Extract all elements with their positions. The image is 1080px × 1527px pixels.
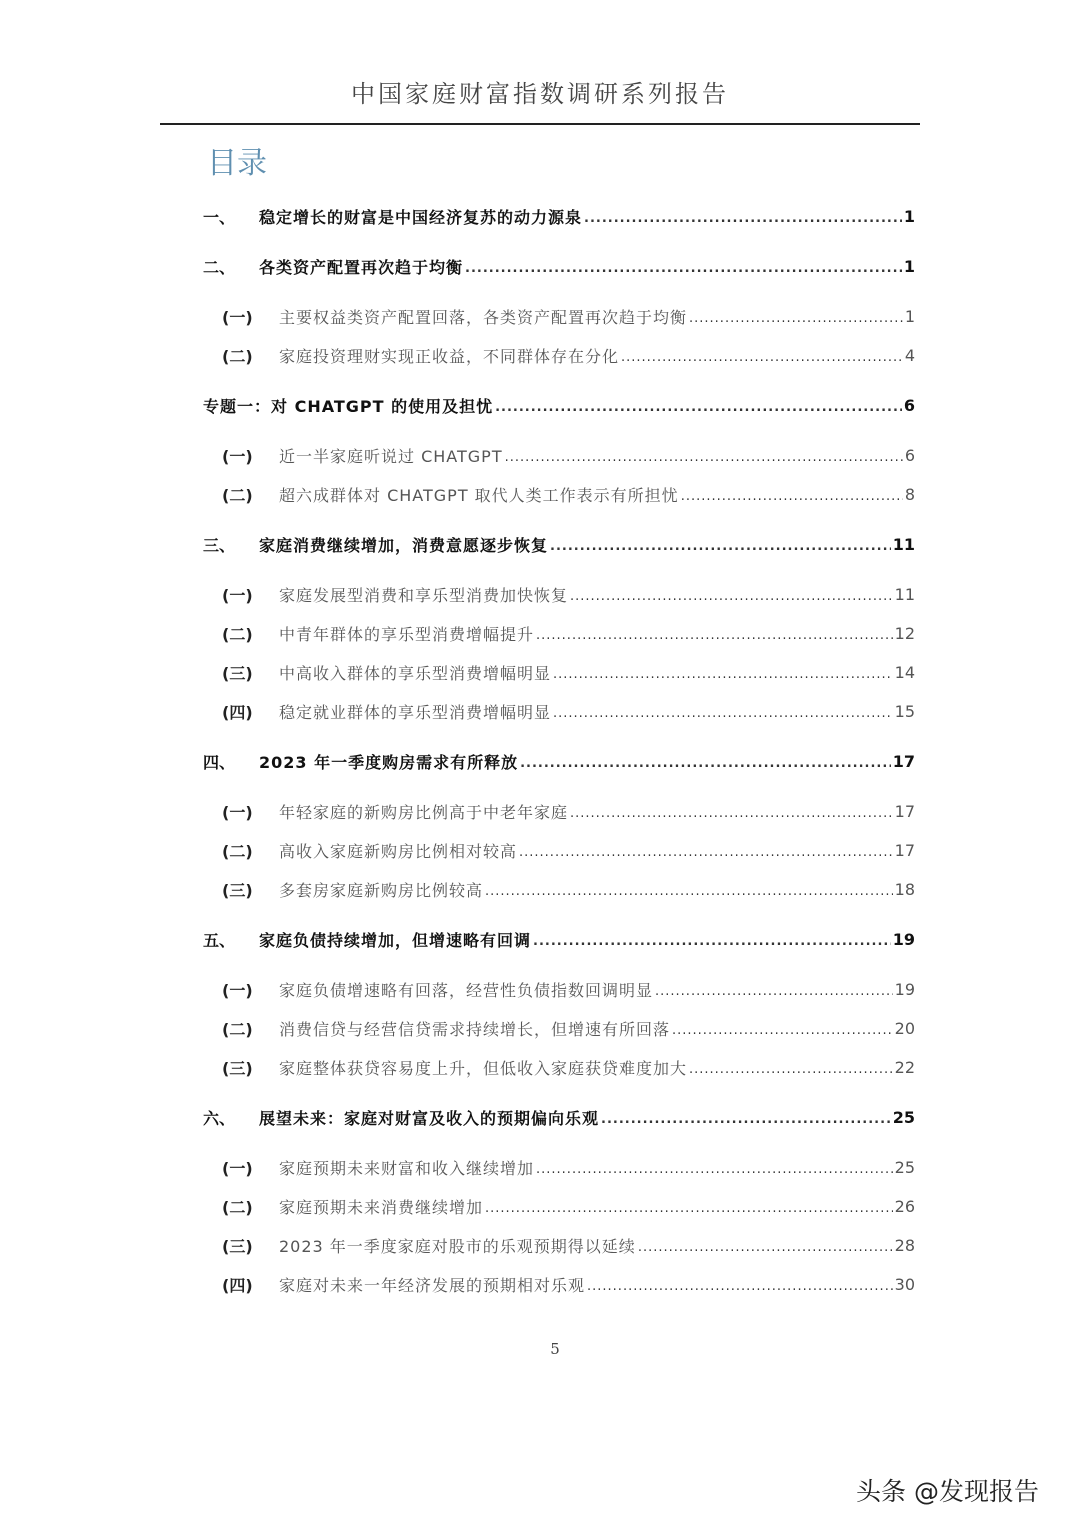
toc-entry-page: 25 [892, 1108, 915, 1127]
toc-entry-number: (四) [222, 703, 253, 722]
toc-entry-page: 17 [894, 802, 915, 821]
dot-leader [553, 663, 893, 692]
toc-entry-title: 高收入家庭新购房比例相对较高 [279, 842, 518, 861]
toc-entry-section[interactable] [203, 653, 915, 692]
toc-entry-title: 稳定增长的财富是中国经济复苏的动力源泉 [259, 208, 583, 227]
toc-entry-page: 6 [904, 446, 915, 465]
toc-entry-number: (二) [222, 1020, 253, 1039]
dot-leader [570, 802, 893, 831]
dot-leader [520, 752, 891, 781]
toc-entry-chapter[interactable] [203, 247, 915, 286]
toc-entry-number: 一、 [203, 208, 236, 227]
toc-entry-chapter[interactable] [203, 920, 915, 959]
dot-leader [689, 1058, 893, 1087]
toc-entry-page: 26 [894, 1197, 915, 1216]
toc-entry-number: 五、 [203, 931, 236, 950]
toc-entry-number: 四、 [203, 753, 236, 772]
dot-leader [553, 702, 893, 731]
toc-entry-page: 12 [894, 624, 915, 643]
toc-entry-page: 25 [894, 1158, 915, 1177]
toc-entry-page: 11 [894, 585, 915, 604]
toc-entry-page: 18 [894, 880, 915, 899]
toc-entry-number: (三) [222, 881, 253, 900]
toc-entry-number: (二) [222, 625, 253, 644]
toc-entry-number: (一) [222, 308, 253, 327]
toc-entry-title: 家庭预期未来财富和收入继续增加 [279, 1159, 535, 1178]
toc-entry-number: (三) [222, 1059, 253, 1078]
dot-leader [689, 307, 903, 336]
toc-entry-number: (一) [222, 1159, 253, 1178]
toc-entry-page: 28 [894, 1236, 915, 1255]
dot-leader [638, 1236, 893, 1265]
header-rule [160, 123, 920, 125]
toc-entry-section[interactable] [203, 1187, 915, 1226]
toc-entry-section[interactable] [203, 436, 915, 475]
dot-leader [584, 207, 902, 236]
dot-leader [601, 1108, 891, 1137]
toc-entry-title: 家庭对未来一年经济发展的预期相对乐观 [279, 1276, 586, 1295]
toc-entry-title: 专题一：对 CHATGPT 的使用及担忧 [203, 397, 494, 416]
dot-leader [536, 1158, 893, 1187]
toc-entry-title: 近一半家庭听说过 CHATGPT [279, 447, 503, 466]
toc-entry-title: 家庭整体获贷容易度上升，但低收入家庭获贷难度加大 [279, 1059, 688, 1078]
toc-entry-page: 20 [894, 1019, 915, 1038]
toc-entry-section[interactable] [203, 831, 915, 870]
toc-entry-section[interactable] [203, 475, 915, 514]
toc-entry-number: (一) [222, 586, 253, 605]
toc-entry-section[interactable] [203, 1048, 915, 1087]
toc-entry-section[interactable] [203, 575, 915, 614]
toc-entry-number: (二) [222, 486, 253, 505]
toc-entry-number: (四) [222, 1276, 253, 1295]
toc-entry-title: 中青年群体的享乐型消费增幅提升 [279, 625, 535, 644]
toc-entry-section[interactable] [203, 1265, 915, 1304]
toc-entry-title: 各类资产配置再次趋于均衡 [259, 258, 464, 277]
dot-leader [465, 257, 902, 286]
toc-entry-title: 家庭预期未来消费继续增加 [279, 1198, 484, 1217]
toc-entry-section[interactable] [203, 792, 915, 831]
toc-entry-title: 中高收入群体的享乐型消费增幅明显 [279, 664, 552, 683]
toc-entry-title: 年轻家庭的新购房比例高于中老年家庭 [279, 803, 569, 822]
toc-entry-title: 2023 年一季度购房需求有所释放 [259, 753, 519, 772]
toc-entry-page: 19 [894, 980, 915, 999]
toc-entry-number: (一) [222, 803, 253, 822]
toc-entry-title: 家庭发展型消费和享乐型消费加快恢复 [279, 586, 569, 605]
toc-entry-page: 19 [892, 930, 915, 949]
toc-entry-section[interactable] [203, 692, 915, 731]
toc-entry-section[interactable] [203, 297, 915, 336]
toc-entry-title: 家庭负债持续增加，但增速略有回调 [259, 931, 532, 950]
toc-entry-title: 主要权益类资产配置回落，各类资产配置再次趋于均衡 [279, 308, 688, 327]
toc-entry-chapter[interactable] [203, 1098, 915, 1137]
toc-entry-title: 超六成群体对 CHATGPT 取代人类工作表示有所担忧 [279, 486, 679, 505]
toc-entry-number: (二) [222, 1198, 253, 1217]
dot-leader [485, 880, 893, 909]
toc-entry-title: 多套房家庭新购房比例较高 [279, 881, 484, 900]
toc-entry-section[interactable] [203, 1148, 915, 1187]
toc-entry-page: 1 [903, 207, 915, 226]
toc-entry-page: 11 [892, 535, 915, 554]
toc-entry-page: 17 [894, 841, 915, 860]
toc-entry-chapter[interactable] [203, 525, 915, 564]
toc-entry-number: (二) [222, 347, 253, 366]
toc-entry-section[interactable] [203, 1226, 915, 1265]
toc-entry-number: (三) [222, 664, 253, 683]
toc-entry-page: 1 [904, 307, 915, 326]
toc-entry-number: 六、 [203, 1109, 236, 1128]
toc-entry-number: 二、 [203, 258, 236, 277]
toc-entry-title: 稳定就业群体的享乐型消费增幅明显 [279, 703, 552, 722]
toc-entry-page: 22 [894, 1058, 915, 1077]
toc-entry-page: 17 [892, 752, 915, 771]
toc-entry-title: 家庭负债增速略有回落，经营性负债指数回调明显 [279, 981, 654, 1000]
toc-entry-number: 三、 [203, 536, 236, 555]
toc-title: 目录 [207, 146, 267, 181]
dot-leader [485, 1197, 893, 1226]
toc-entry-title: 家庭投资理财实现正收益，不同群体存在分化 [279, 347, 620, 366]
dot-leader [550, 535, 891, 564]
toc-entry-page: 6 [903, 396, 915, 415]
toc-entry-section[interactable] [203, 1009, 915, 1048]
toc-entry-chapter[interactable] [203, 742, 915, 781]
dot-leader [536, 624, 893, 653]
toc-entry-section[interactable] [203, 870, 915, 909]
toc-entry-section[interactable] [203, 970, 915, 1009]
table-of-contents [203, 197, 915, 1304]
dot-leader [519, 841, 893, 870]
toc-entry-title: 消费信贷与经营信贷需求持续增长，但增速有所回落 [279, 1020, 671, 1039]
toc-entry-title: 展望未来：家庭对财富及收入的预期偏向乐观 [259, 1109, 600, 1128]
toc-entry-number: (三) [222, 1237, 253, 1256]
page-number: 5 [550, 1340, 560, 1358]
dot-leader [495, 396, 902, 425]
toc-entry-title: 2023 年一季度家庭对股市的乐观预期得以延续 [279, 1237, 636, 1256]
toc-entry-chapter[interactable] [203, 197, 915, 236]
dot-leader [587, 1275, 893, 1304]
toc-entry-page: 1 [903, 257, 915, 276]
toc-entry-page: 30 [894, 1275, 915, 1294]
toc-entry-page: 14 [894, 663, 915, 682]
running-header: 中国家庭财富指数调研系列报告 [351, 80, 729, 108]
dot-leader [505, 446, 903, 475]
dot-leader [681, 485, 903, 514]
dot-leader [570, 585, 893, 614]
dot-leader [533, 930, 891, 959]
toc-entry-number: (一) [222, 447, 253, 466]
toc-entry-section[interactable] [203, 336, 915, 375]
toc-entry-number: (二) [222, 842, 253, 861]
toc-entry-page: 4 [904, 346, 915, 365]
toc-entry-title: 家庭消费继续增加，消费意愿逐步恢复 [259, 536, 549, 555]
toc-entry-chapter[interactable] [203, 386, 915, 425]
toc-entry-number: (一) [222, 981, 253, 1000]
toc-entry-page: 15 [894, 702, 915, 721]
watermark: 头条 @发现报告 [856, 1477, 1039, 1506]
dot-leader [621, 346, 903, 375]
dot-leader [672, 1019, 893, 1048]
toc-entry-section[interactable] [203, 614, 915, 653]
dot-leader [655, 980, 893, 1009]
toc-entry-page: 8 [904, 485, 915, 504]
